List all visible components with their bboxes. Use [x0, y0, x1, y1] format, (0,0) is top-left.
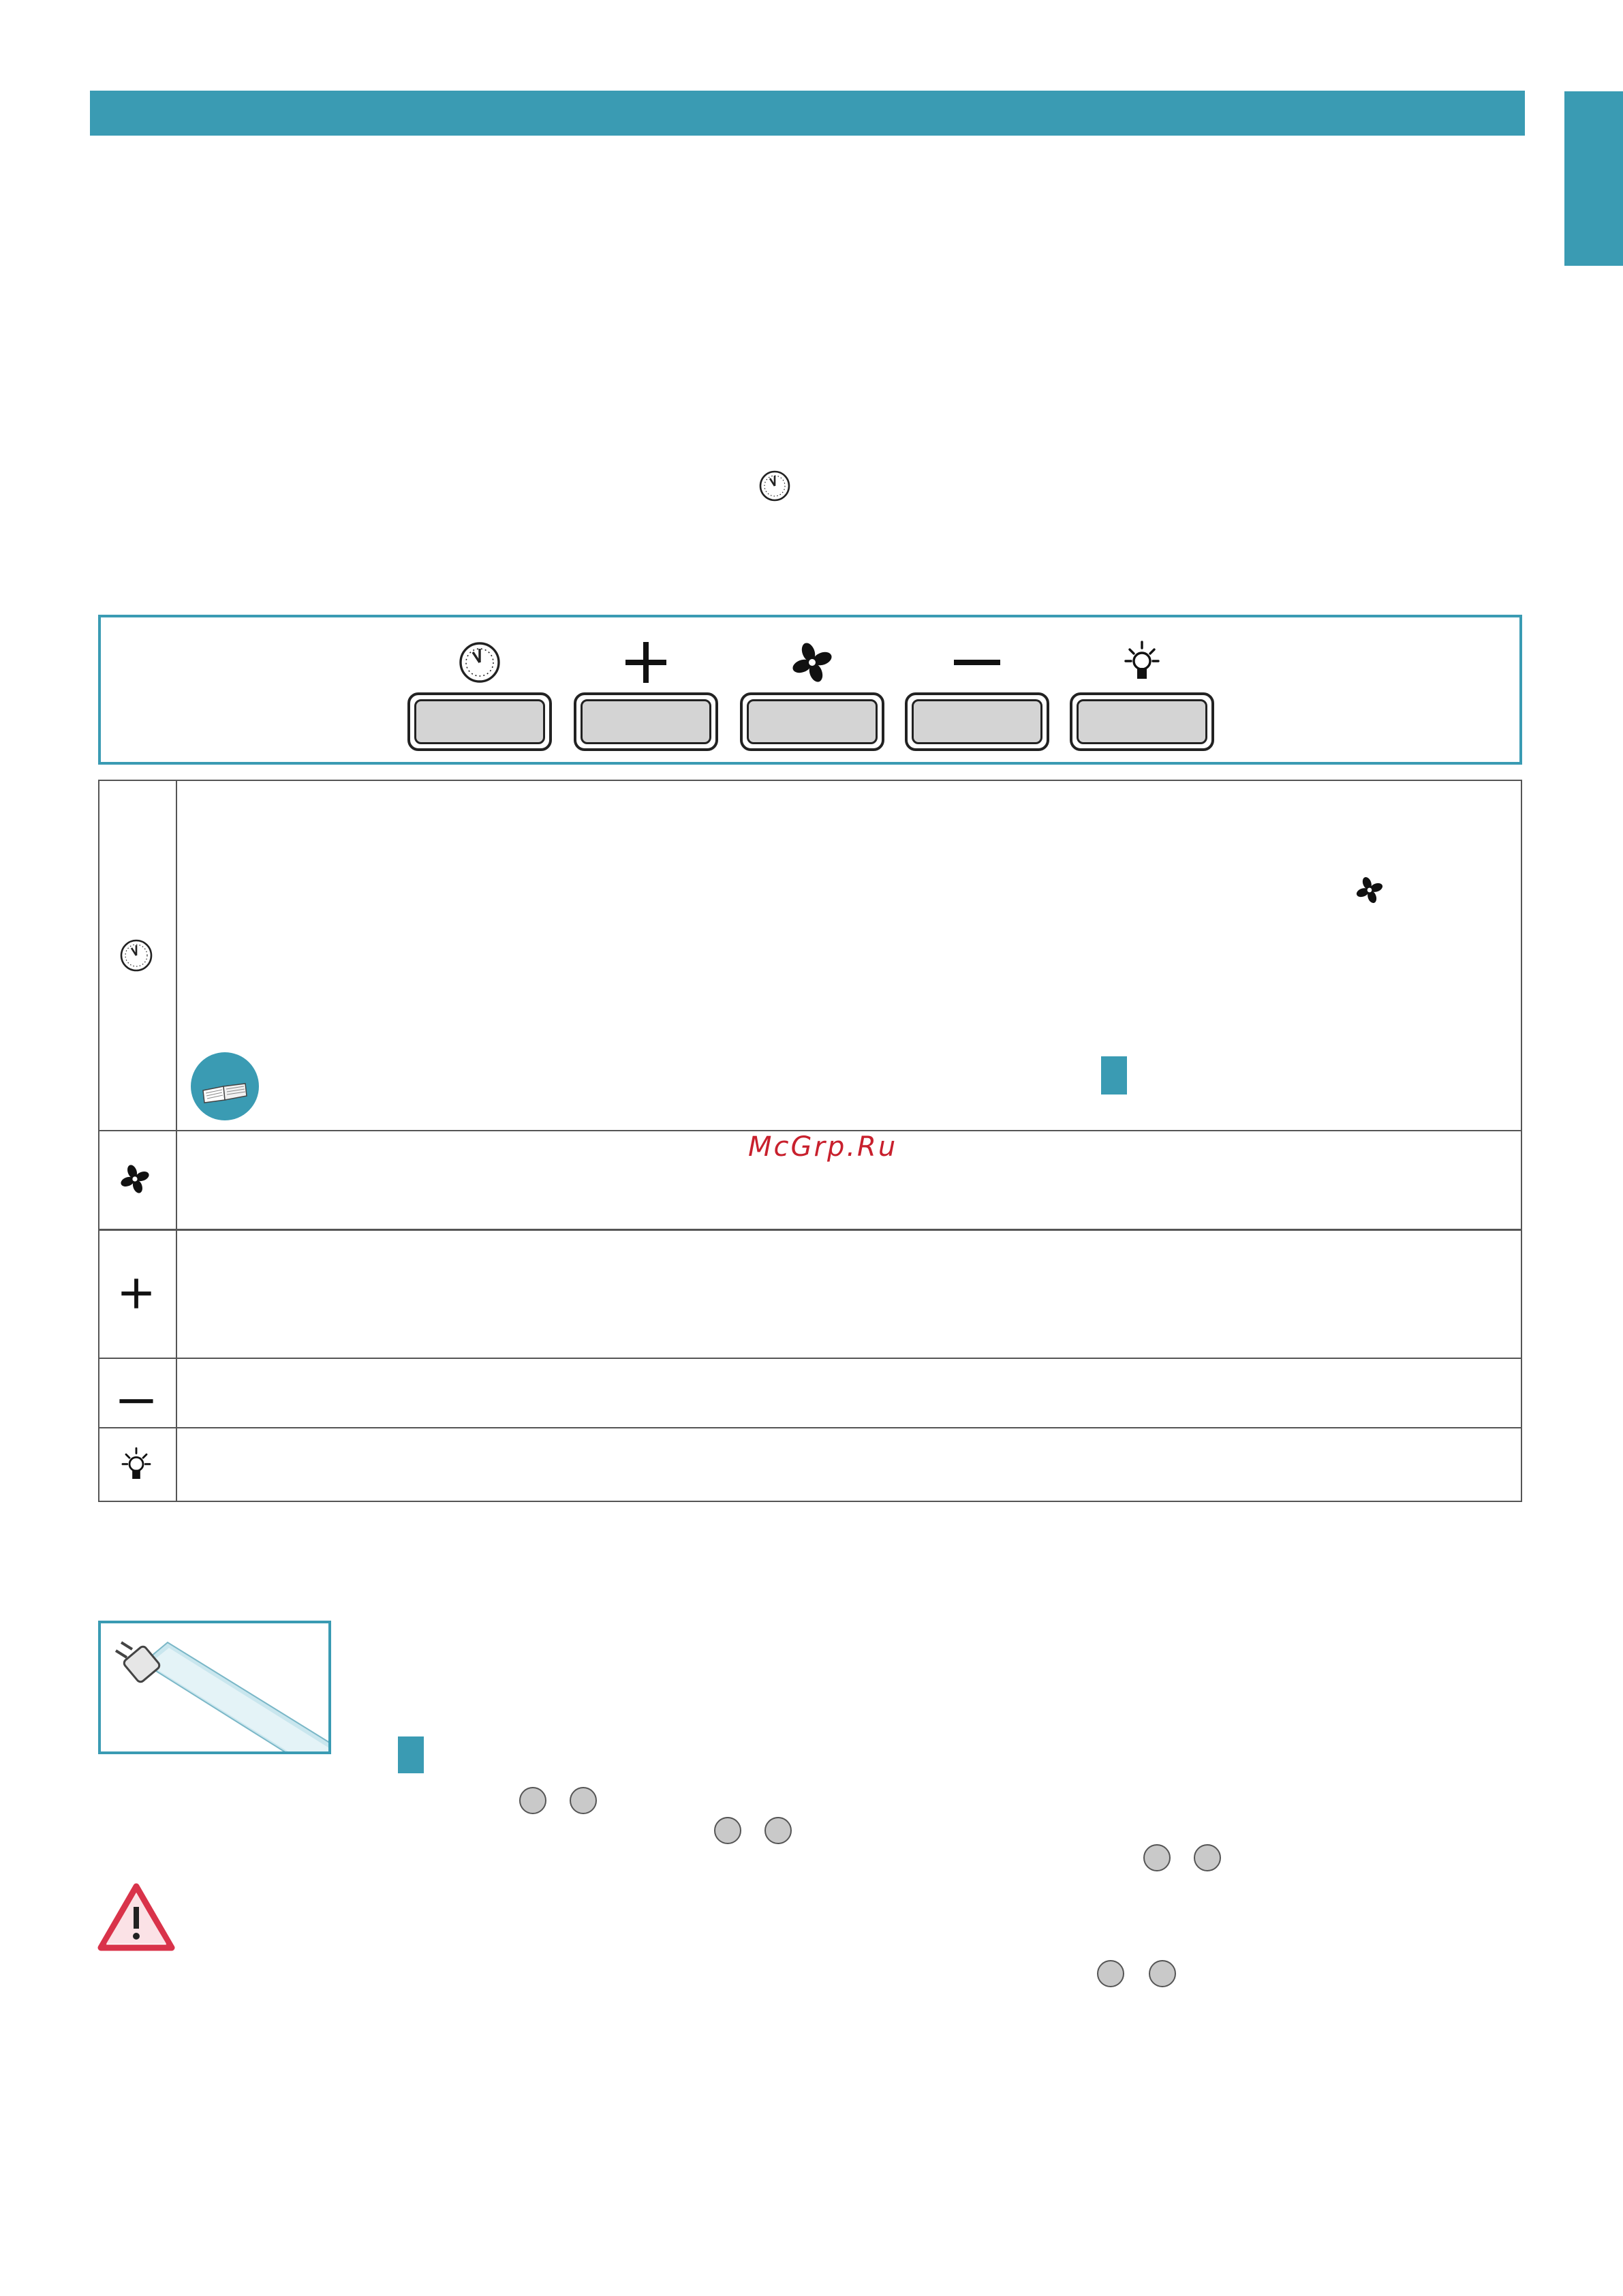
clock-icon	[758, 469, 792, 503]
minus-icon	[119, 1383, 154, 1419]
side-tab	[1564, 91, 1623, 266]
timer-button[interactable]	[407, 692, 552, 751]
reference-circle	[714, 1817, 741, 1844]
reference-circle	[1194, 1844, 1221, 1871]
minus-icon	[953, 638, 1002, 687]
plus-icon	[119, 1276, 154, 1311]
reference-circle	[1149, 1960, 1176, 1987]
fluorescent-tube-image	[98, 1621, 331, 1754]
fluorescent-tube-icon	[101, 1623, 331, 1754]
speed-down-button[interactable]	[905, 692, 1049, 751]
plus-icon	[621, 638, 670, 687]
reference-circle	[1097, 1960, 1124, 1987]
clock-icon	[455, 638, 504, 687]
reference-circle	[570, 1787, 597, 1814]
section-marker	[398, 1736, 424, 1773]
light-bulb-icon	[116, 1445, 157, 1486]
motor-button[interactable]	[740, 692, 884, 751]
open-book-icon	[191, 1052, 259, 1120]
clock-icon	[119, 938, 154, 973]
table-column-divider	[176, 780, 177, 1502]
light-button[interactable]	[1070, 692, 1214, 751]
section-marker	[1101, 1056, 1127, 1095]
reference-circle	[764, 1817, 792, 1844]
fan-icon	[1353, 874, 1386, 906]
table-row-divider	[98, 1229, 1522, 1231]
header-bar	[90, 91, 1525, 136]
fan-icon	[788, 638, 837, 687]
warning-triangle-icon	[97, 1882, 176, 1952]
speed-up-button[interactable]	[574, 692, 718, 751]
table-row-divider	[98, 1427, 1522, 1428]
watermark-text: McGrp.Ru	[748, 1131, 898, 1163]
table-row-divider	[98, 1358, 1522, 1359]
reference-circle	[519, 1787, 546, 1814]
fan-icon	[117, 1161, 153, 1197]
light-bulb-icon	[1117, 638, 1166, 687]
reference-circle	[1143, 1844, 1171, 1871]
